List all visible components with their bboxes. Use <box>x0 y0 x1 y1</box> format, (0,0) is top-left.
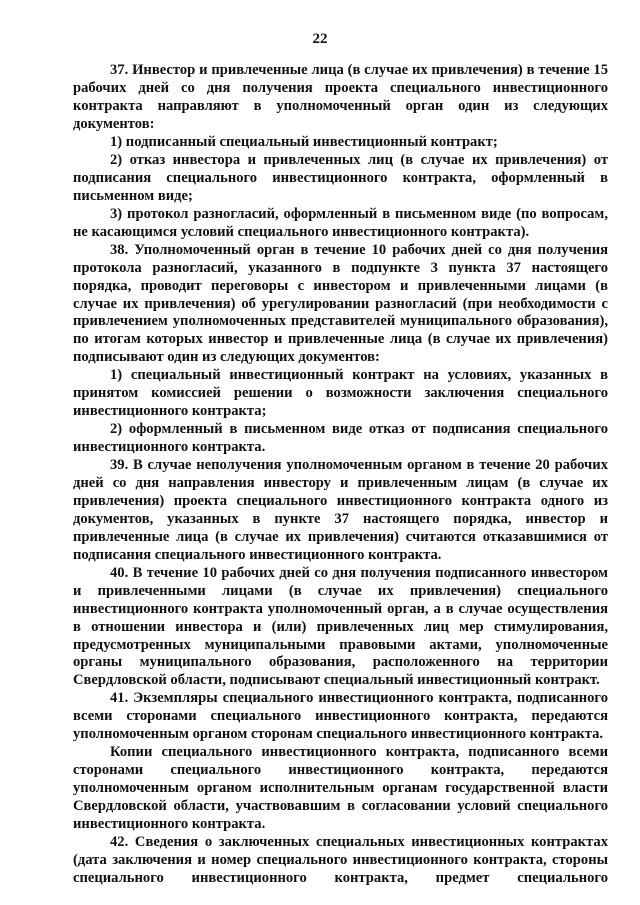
paragraph-37-item-1: 1) подписанный специальный инвестиционный контракт; <box>110 133 498 150</box>
paragraph-37-item-3: 3) протокол разногласий, оформленный в письменном виде (по вопросам, не касающимся условий специального инвестиционного контракта). <box>73 205 608 240</box>
paragraph-41-copies: Копии специального инвестиционного контракта, подписанного всеми сторонами специального инвестиционного контракта, передаются уполномоченным органом исполнительным органам государственной власти Свердловской области, участвовавшим в согласовании условий специального инвестиционного контракта. <box>73 744 608 832</box>
paragraph-41: 41. Экземпляры специального инвестиционного контракта, подписанного всеми сторонами специального инвестиционного контракта, передаются уполномоченным органом сторонам специального инвестиционного контракта. <box>73 690 608 743</box>
paragraph-38-item-1: 1) специальный инвестиционный контракт на условиях, указанных в принятом комиссией решении о возможности заключения специального инвестиционного контракта; <box>73 367 608 420</box>
document-body <box>73 62 608 888</box>
paragraph-38-item-2: 2) оформленный в письменном виде отказ от подписания специального инвестиционного контракта. <box>73 421 608 456</box>
paragraph-42: 42. Сведения о заключенных специальных инвестиционных контрактах (дата заключения и номер специального инвестиционного контракта, стороны специального инвестиционного контракта, предмет специального <box>73 834 608 886</box>
paragraph-40: 40. В течение 10 рабочих дней со дня получения подписанного инвестором и привлеченными лицами (в случае их привлечения) специального инвестиционного контракта уполномоченный орган, а в случае осуществления в отношении инвестора и (или) привлеченных лиц мер стимулирования, предусмотренных муниципальными правовыми актами, уполномоченные органы муниципального образования, расположенного на территории Свердловской области, подписывают специальный инвестиционный контракт. <box>73 564 608 689</box>
paragraph-37-item-2: 2) отказ инвестора и привлеченных лиц (в случае их привлечения) от подписания специального инвестиционного контракта, оформленный в письменном виде; <box>73 151 608 204</box>
paragraph-39: 39. В случае неполучения уполномоченным органом в течение 20 рабочих дней со дня направления инвестору и привлеченным лицам (в случае их привлечения) проекта специального инвестиционного контракта одного из документов, указанных в пункте 37 настоящего порядка, инвестор и привлеченные лица (в случае их привлечения) считаются отказавшимися от подписания специального инвестиционного контракта. <box>73 457 608 563</box>
paragraph-38: 38. Уполномоченный орган в течение 10 рабочих дней со дня получения протокола разногласий, указанного в подпункте 3 пункта 37 настоящего порядка, проводит переговоры с инвестором и привлеченными лицами (в случае их привлечения) об урегулировании разногласий (при необходимости с привлечением уполномоченных представителей муниципального образования), по итогам которых инвестор и привлеченные лица (в случае их привлечения) подписывают один из следующих документов: <box>73 241 608 366</box>
page-number: 22 <box>312 31 328 47</box>
paragraph-37: 37. Инвестор и привлеченные лица (в случае их привлечения) в течение 15 рабочих дней со дня получения проекта специального инвестиционного контракта направляют в уполномоченный орган один из следующих документов: <box>73 62 608 132</box>
